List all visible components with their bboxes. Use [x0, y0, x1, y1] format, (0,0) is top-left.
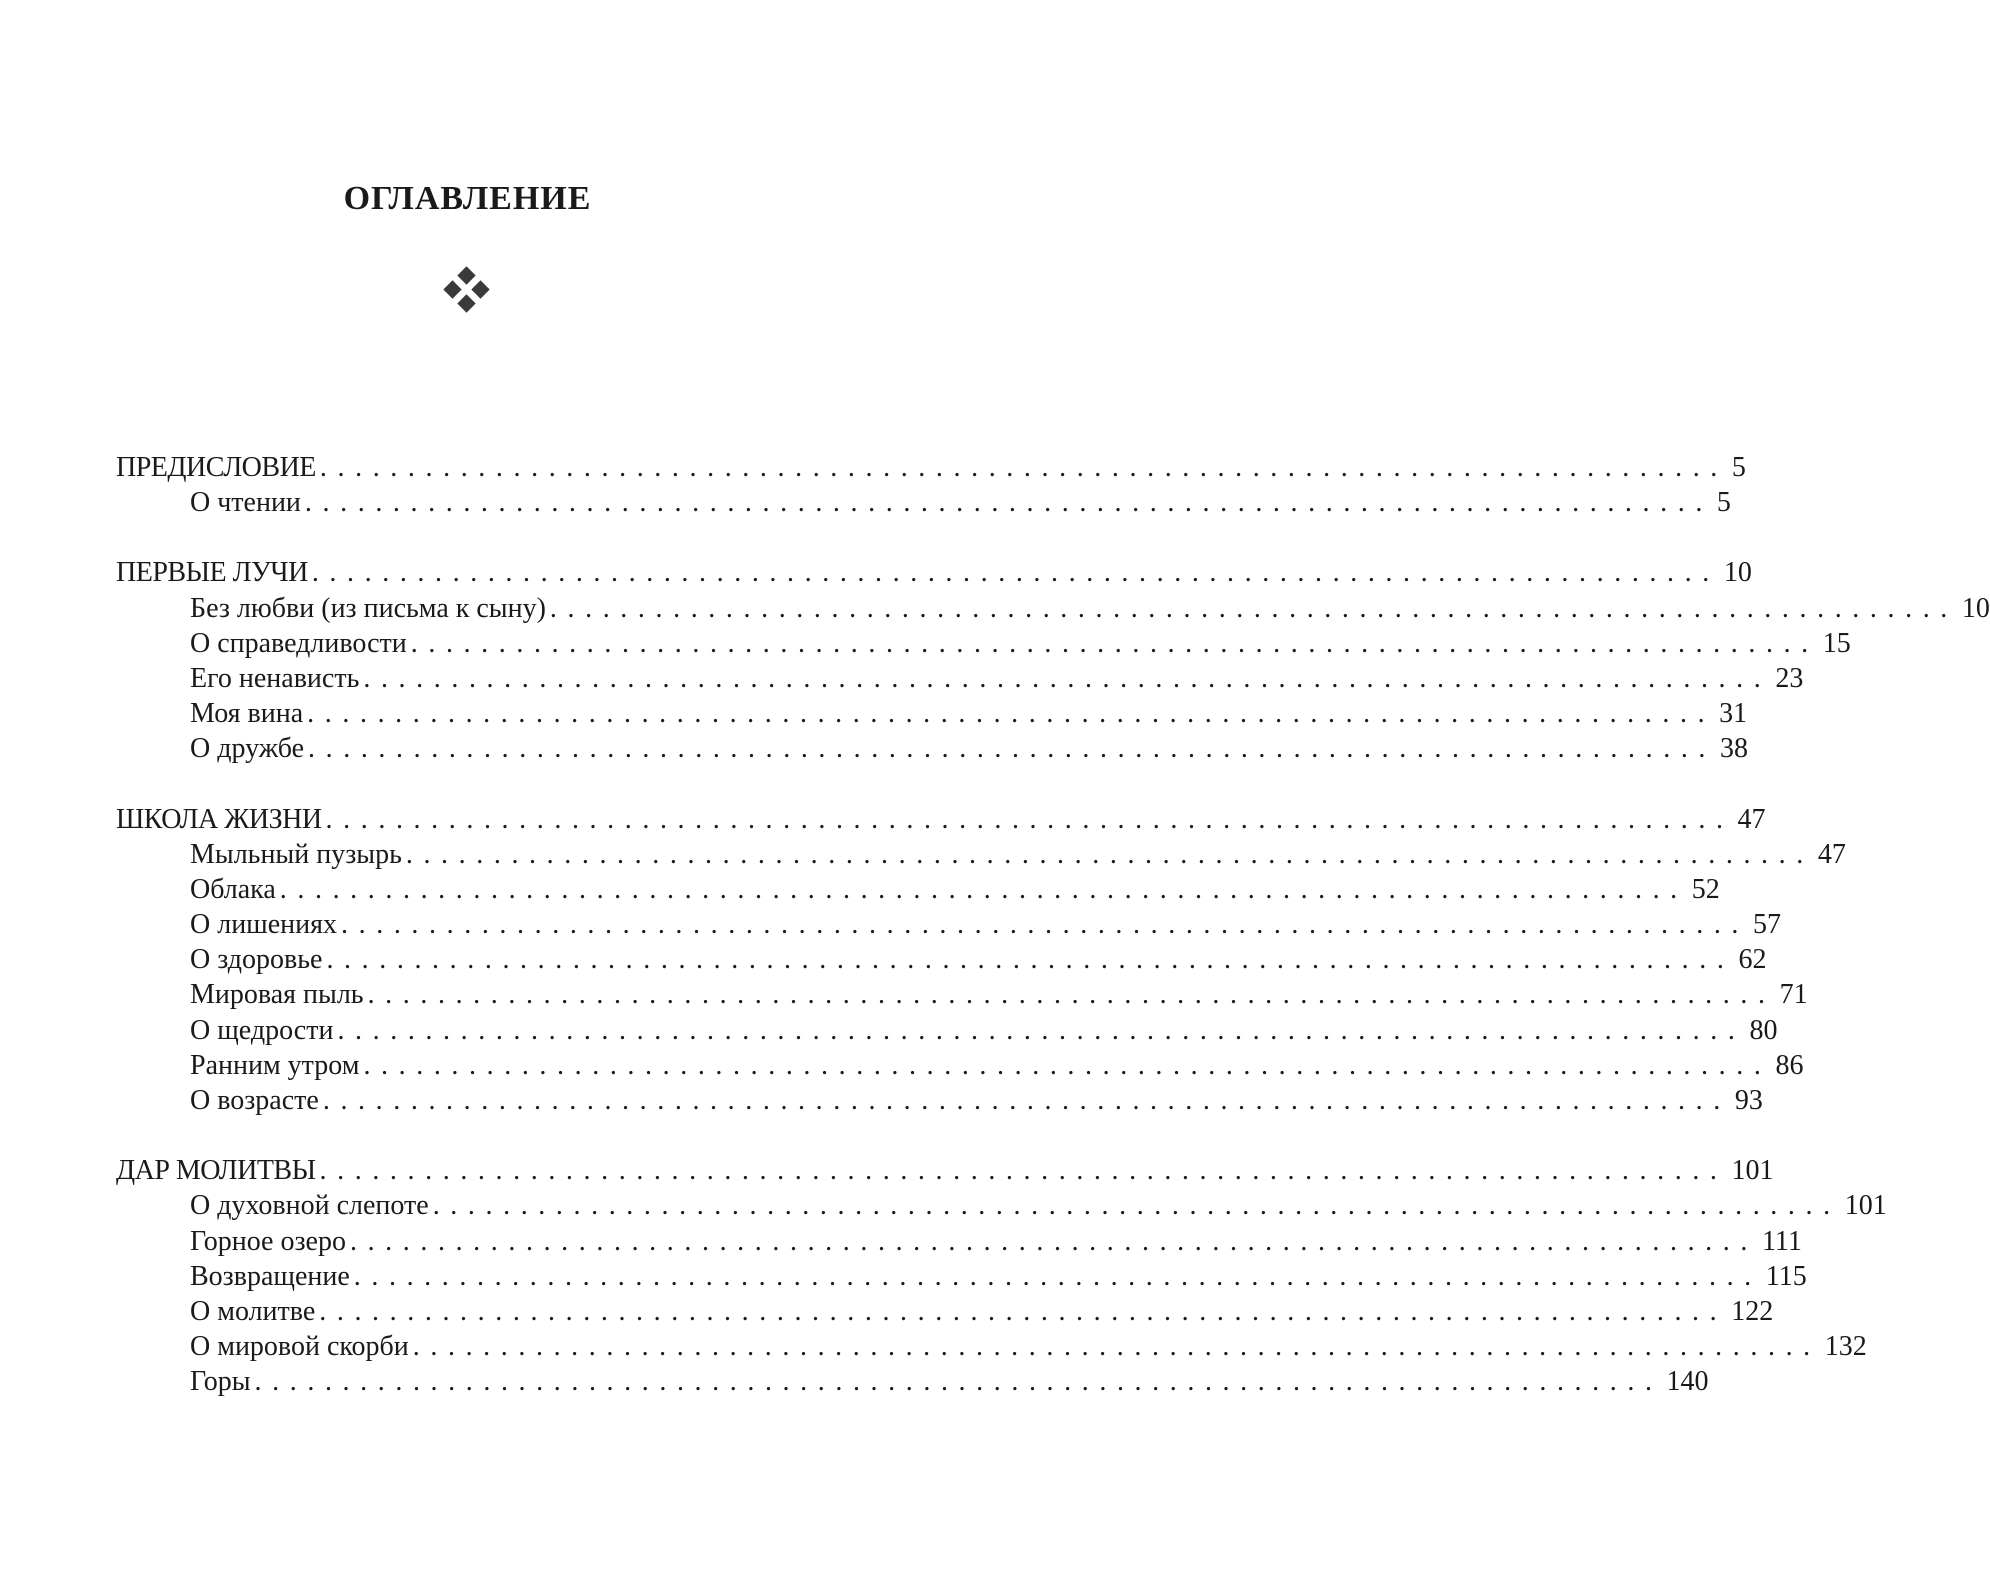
- dot-leader: ................................................................................: [412, 1331, 1821, 1363]
- part-title: ДАР МОЛИТВЫ: [116, 1155, 316, 1187]
- dot-leader: ................................................................................: [337, 1014, 1746, 1046]
- dot-leader: ................................................................................: [254, 1366, 1663, 1398]
- toc-chapter-entry: [0, 1329, 1867, 1364]
- chapter-title: О лишениях: [190, 909, 338, 941]
- page-number: 93: [1734, 1085, 1763, 1116]
- chapter-title: О возрасте: [190, 1085, 319, 1116]
- page-title: ОГЛАВЛЕНИЕ: [343, 180, 592, 217]
- page-number: 38: [1720, 733, 1749, 765]
- dot-leader: ................................................................................: [311, 557, 1720, 589]
- chapter-title: Ранним утром: [190, 1049, 360, 1081]
- chapter-title: Облака: [190, 873, 276, 905]
- toc-chapter-entry: [0, 1013, 1778, 1048]
- dot-leader: ................................................................................: [279, 873, 1688, 905]
- dot-leader: ................................................................................: [410, 627, 1819, 659]
- toc-part-entry: [0, 802, 1766, 837]
- part-title: ПЕРВЫЕ ЛУЧИ: [116, 557, 308, 589]
- toc-chapter-entry: [0, 1188, 1887, 1223]
- page-number: 15: [1822, 627, 1851, 659]
- dot-leader: ................................................................................: [405, 838, 1814, 870]
- toc-chapter-entry: [0, 591, 1990, 626]
- page-number: 10: [1723, 557, 1752, 589]
- chapter-title: Возвращение: [190, 1260, 350, 1292]
- page-number: 5: [1731, 452, 1746, 483]
- chapter-title: О чтении: [190, 487, 301, 519]
- toc-chapter-entry: [0, 1083, 1763, 1118]
- page-number: 10: [1961, 592, 1990, 624]
- toc-chapter-entry: [0, 872, 1720, 907]
- page-number: 86: [1775, 1049, 1804, 1081]
- page-number: 23: [1775, 662, 1804, 694]
- chapter-title: О справедливости: [190, 627, 407, 659]
- chapter-title: О щедрости: [190, 1014, 334, 1046]
- page-number: 47: [1737, 803, 1766, 835]
- page-number: 5: [1716, 487, 1731, 519]
- toc-part-entry: [0, 450, 1746, 485]
- toc-chapter-entry: [0, 907, 1782, 942]
- table-of-contents: [0, 450, 1990, 1435]
- dot-leader: ................................................................................: [304, 487, 1713, 519]
- dot-leader: ................................................................................: [326, 944, 1735, 976]
- page-number: 71: [1779, 979, 1808, 1011]
- chapter-title: Без любви (из письма к сыну): [190, 592, 546, 624]
- dot-leader: ................................................................................: [308, 733, 1717, 765]
- dot-leader: ................................................................................: [363, 662, 1772, 694]
- chapter-title: Мировая пыль: [190, 979, 364, 1011]
- page-number: 111: [1761, 1225, 1802, 1257]
- chapter-title: Моя вина: [190, 698, 304, 730]
- toc-chapter-entry: [0, 1224, 1802, 1259]
- page-number: 62: [1738, 944, 1767, 976]
- chapter-title: О мировой скорби: [190, 1331, 409, 1363]
- toc-chapter-entry: [0, 942, 1767, 977]
- page-number: 140: [1666, 1366, 1709, 1398]
- toc-chapter-entry: [0, 1048, 1804, 1083]
- chapter-title: О духовной слепоте: [190, 1190, 429, 1222]
- page-number: 115: [1765, 1260, 1807, 1292]
- chapter-title: О дружбе: [190, 733, 305, 765]
- toc-chapter-entry: [0, 1294, 1774, 1329]
- page-number: 101: [1731, 1155, 1774, 1187]
- diamond-cluster-ornament-icon: [445, 268, 491, 314]
- dot-leader: ................................................................................: [432, 1190, 1841, 1222]
- toc-section: [0, 1153, 1887, 1399]
- dot-leader: ................................................................................: [363, 1049, 1772, 1081]
- toc-chapter-entry: [0, 485, 1731, 520]
- dot-leader: ................................................................................: [319, 1155, 1728, 1187]
- toc-chapter-entry: [0, 731, 1749, 766]
- chapter-title: Горное озеро: [190, 1225, 346, 1257]
- page-number: 57: [1753, 909, 1782, 941]
- page-number: 122: [1731, 1295, 1774, 1327]
- toc-chapter-entry: [0, 626, 1851, 661]
- part-title: ПРЕДИСЛОВИЕ: [116, 452, 316, 483]
- chapter-title: Его ненависть: [190, 662, 360, 694]
- chapter-title: Горы: [190, 1366, 251, 1398]
- page-number: 132: [1824, 1331, 1867, 1363]
- dot-leader: ................................................................................: [341, 909, 1750, 941]
- dot-leader: ................................................................................: [319, 1295, 1728, 1327]
- page-number: 80: [1749, 1014, 1778, 1046]
- page-number: 101: [1844, 1190, 1887, 1222]
- dot-leader: ................................................................................: [549, 592, 1958, 624]
- dot-leader: ................................................................................: [349, 1225, 1758, 1257]
- toc-chapter-entry: [0, 661, 1804, 696]
- toc-section: [0, 450, 1746, 520]
- dot-leader: ................................................................................: [307, 698, 1716, 730]
- dot-leader: ................................................................................: [319, 452, 1728, 483]
- page-number: 31: [1719, 698, 1748, 730]
- chapter-title: О здоровье: [190, 944, 323, 976]
- toc-part-entry: [0, 555, 1752, 590]
- toc-chapter-entry: [0, 977, 1808, 1012]
- chapter-title: Мыльный пузырь: [190, 838, 402, 870]
- page-number: 47: [1817, 838, 1846, 870]
- part-title: ШКОЛА ЖИЗНИ: [116, 803, 322, 835]
- dot-leader: ................................................................................: [367, 979, 1776, 1011]
- toc-section: [0, 802, 1846, 1119]
- dot-leader: ................................................................................: [322, 1085, 1731, 1116]
- toc-chapter-entry: [0, 1364, 1709, 1399]
- toc-chapter-entry: [0, 1259, 1807, 1294]
- dot-leader: ................................................................................: [325, 803, 1734, 835]
- dot-leader: ................................................................................: [353, 1260, 1762, 1292]
- toc-part-entry: [0, 1153, 1774, 1188]
- chapter-title: О молитве: [190, 1295, 316, 1327]
- toc-chapter-entry: [0, 696, 1748, 731]
- toc-chapter-entry: [0, 837, 1846, 872]
- toc-section: [0, 555, 1990, 766]
- page-number: 52: [1691, 873, 1720, 905]
